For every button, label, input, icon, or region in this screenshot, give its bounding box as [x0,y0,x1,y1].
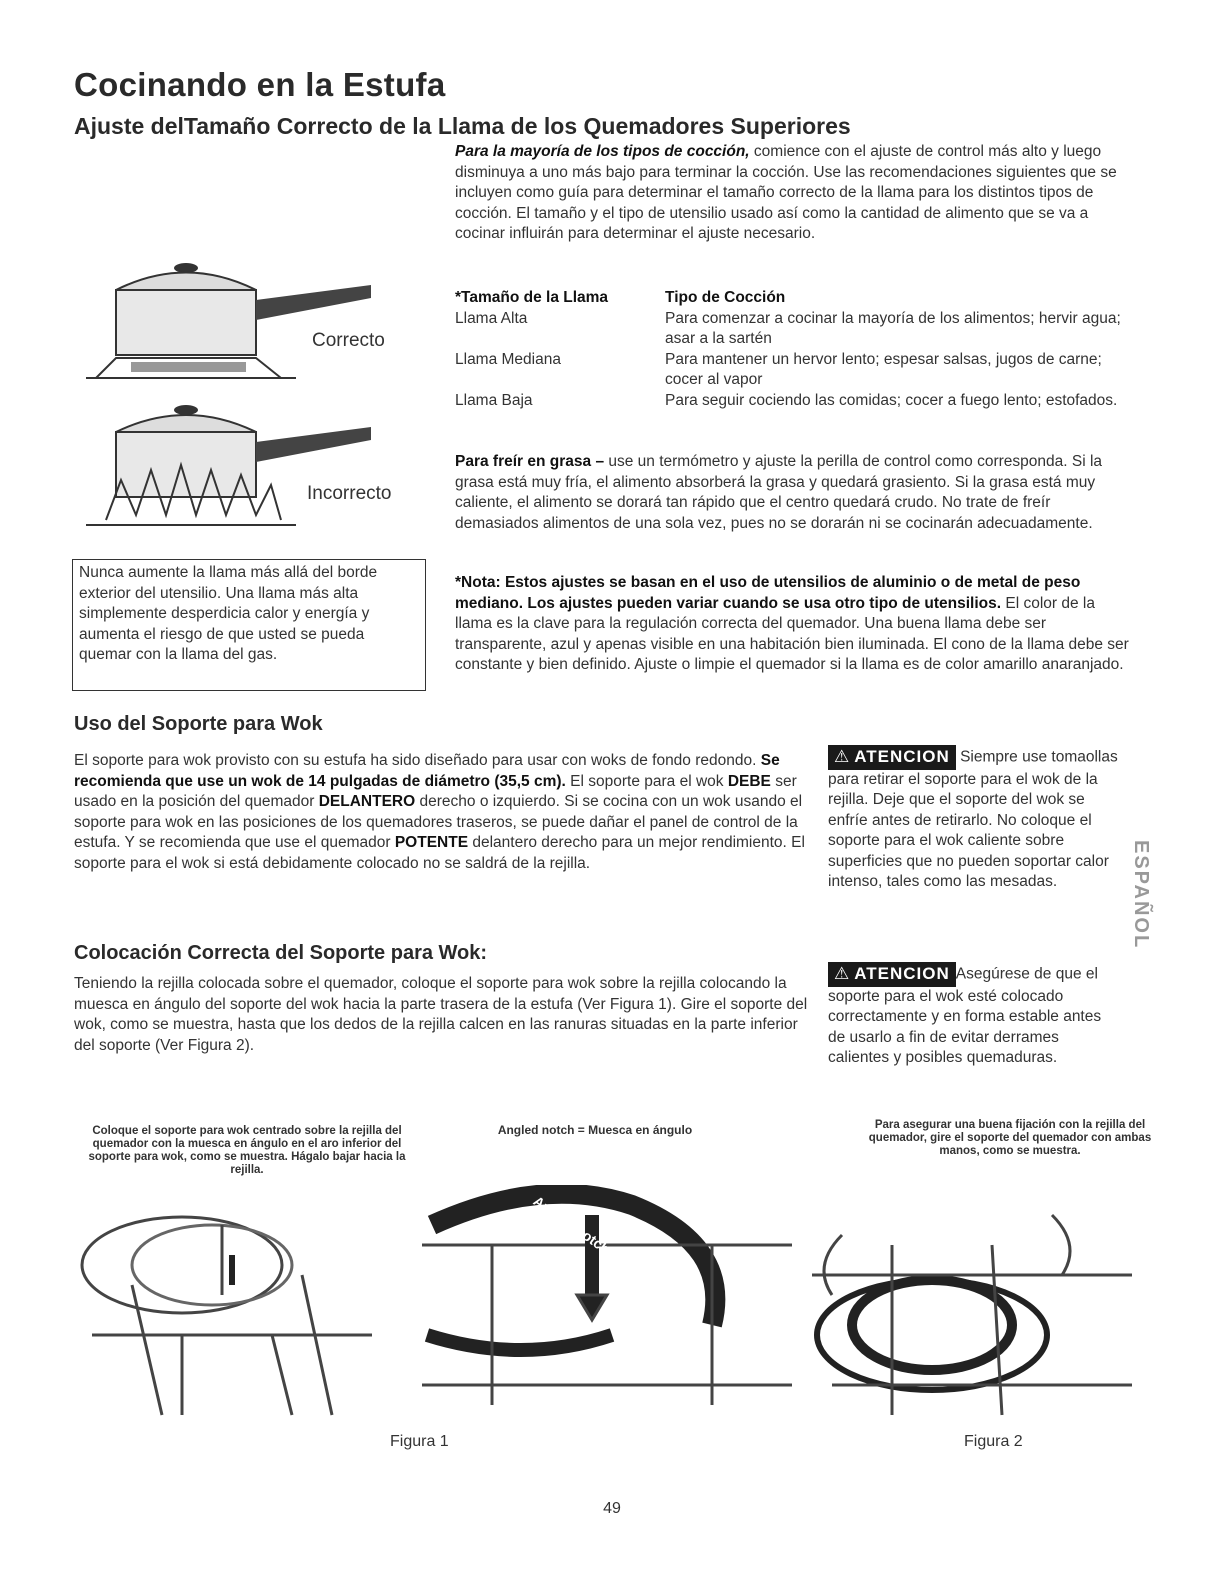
angled-notch-label: Angled notch [530,1192,613,1258]
attention-note-2 [828,962,1118,1069]
pot-incorrect-label: Incorrecto [307,483,392,504]
pot-incorrect-illustration [86,405,371,525]
table-header-size: *Tamaño de la Llama [455,289,609,306]
table-cell-size: Llama Mediana [455,350,561,368]
wok-paragraph [74,751,816,874]
figure-2-illustration [812,1215,1132,1415]
flame-warning-box: Nunca aumente la llama más allá del borde exterior del utensilio. Una llama más alta simplemente desperdicia calor y energía y aumenta el riesgo de que usted se pueda quemar con la llama del gas. [72,559,426,691]
table-row [455,391,1135,412]
attention-badge [828,745,956,770]
wok-text-3: ser usado en la posición del quemador [74,772,797,810]
wok-text-2: El soporte para el wok [565,772,728,790]
figure-caption-left: Coloque el soporte para wok centrado sobre la rejilla del quemador con la muesca en ángulo en el aro inferior del soporte para wok, como se muestra. Hágalo bajar hacia la rejilla. [88,1125,406,1176]
table-header [455,288,1135,309]
figure-1-label: Figura 1 [390,1433,449,1450]
wok-text-3-bold: DELANTERO [318,793,416,810]
figure-1-right-illustration [422,1194,792,1405]
figure-2-label: Figura 2 [964,1433,1023,1450]
table-cell-size: Llama Alta [455,309,528,327]
wok-text-4: derecho o izquierdo. Si se cocina con un wok usando el soporte para wok en las posiciones de los quemadores traseros, se puede dañar el panel de control de la estufa. Y se recomienda que use el quemador [74,793,803,851]
wok-support-figures [72,1185,1162,1425]
note-paragraph [455,573,1135,676]
table-cell-use: Para seguir cociendo las comidas; cocer a fuego lento; estofados. [665,391,1118,409]
fry-paragraph [455,452,1135,534]
warning-icon: ⚠ [834,747,851,766]
flame-size-table [455,288,1135,411]
intro-paragraph [455,142,1135,245]
attention-label: ATENCION [854,964,950,983]
wok-text-4-bold: POTENTE [394,834,469,851]
section-title-flame: Ajuste delTamaño Correcto de la Llama de los Quemadores Superiores [74,113,851,139]
page-title: Cocinando en la Estufa [74,66,446,103]
attention-text-2: Asegúrese de que el soporte para el wok esté colocado correctamente y en forma estable antes de usarlo a fin de evitar derrames calientes y posibles quemaduras. [828,965,1102,1066]
figure-caption-middle: Angled notch = Muesca en ángulo [497,1123,693,1137]
wok-heading: Uso del Soporte para Wok [74,713,323,735]
pot-correct-illustration [86,263,371,378]
table-row [455,309,1135,350]
page-number: 49 [603,1500,621,1517]
attention-badge [828,962,956,987]
note-text: El color de la llama es la clave para la regulación correcta del quemador. Una buena llama debe ser transparente, azul y apenas visible en una habitación bien iluminada. El cono de la llama debe ser constante y bien definido. Ajuste o limpie el quemador si la llama es de color amarillo anaranjado. [455,594,1129,673]
attention-note-1 [828,745,1128,893]
wok-text-5: delantero derecho para un mejor rendimiento. El soporte para el wok si está debidamente colocado no se saldrá de la rejilla. [74,834,805,872]
table-cell-use: Para comenzar a cocinar la mayoría de los alimentos; hervir agua; asar a la sartén [665,309,1121,347]
warning-icon: ⚠ [834,964,851,983]
attention-text-1: Siempre use tomaollas para retirar el soporte para el wok de la rejilla. Deje que el soporte del wok se enfríe antes de retirarlo. No coloque el soporte para el wok caliente sobre superficies que no pueden soportar calor intenso, tales como las mesadas. [828,748,1118,890]
intro-lead: Para la mayoría de los tipos de cocción, [455,143,750,160]
wok-text-2-bold: DEBE [727,772,771,790]
wok-text-1: El soporte para wok provisto con su estufa ha sido diseñado para usar con woks de fondo redondo. [74,752,761,769]
table-header-type: Tipo de Cocción [665,289,786,306]
table-cell-size: Llama Baja [455,391,533,409]
placement-paragraph: Teniendo la rejilla colocada sobre el quemador, coloque el soporte para wok sobre la rejilla colocando la muesca en ángulo del soporte del wok hacia la parte trasera de la estufa (Ver Figura 1). Gire el soporte del wok, como se muestra, hasta que los dedos de la rejilla calcen en las ranuras situadas en la parte inferior del soporte (Ver Figura 2). [74,975,808,1054]
table-cell-use: Para mantener un hervor lento; espesar salsas, jugos de carne; cocer al vapor [665,350,1102,388]
wok-text-1-bold: Se recomienda que use un wok de 14 pulgadas de diámetro (35,5 cm). [74,752,780,790]
attention-label: ATENCION [854,747,950,766]
fry-lead: Para freír en grasa – [455,453,605,470]
pot-correct-label: Correcto [312,330,385,351]
figure-caption-right: Para asegurar una buena fijación con la rejilla del quemador, gire el soporte del quemador con ambas manos, como se muestra. [868,1119,1152,1157]
figure-1-left-illustration [82,1217,372,1415]
intro-text: comience con el ajuste de control más alto y luego disminuya a uno más bajo para terminar la cocción. Use las recomendaciones siguientes que se incluyen como guía para determinar el tamaño correcto de la llama para los distintos tipos de cocción. El tamaño y el tipo de utensilio usado así como la cantidad de alimento que se va a cocinar influirán para determinar el ajuste necesario. [455,143,1117,242]
table-row [455,350,1135,391]
placement-heading: Colocación Correcta del Soporte para Wok: [74,942,488,964]
language-side-tab: ESPAÑOL [1130,840,1152,950]
note-lead: *Nota: Estos ajustes se basan en el uso de utensilios de aluminio o de metal de peso mediano. Los ajustes pueden variar cuando se usa otro tipo de utensilios. [455,574,1081,612]
fry-text: use un termómetro y ajuste la perilla de control como corresponda. Si la grasa está muy fría, el alimento absorberá la grasa y quedará grasiento. Si la grasa está muy caliente, el alimento se dorará tan rápido que el centro quedará crudo. No trate de freír demasiados alimentos de una sola vez, pues no se dorarán ni se cocinarán adecuadamente. [455,453,1103,532]
